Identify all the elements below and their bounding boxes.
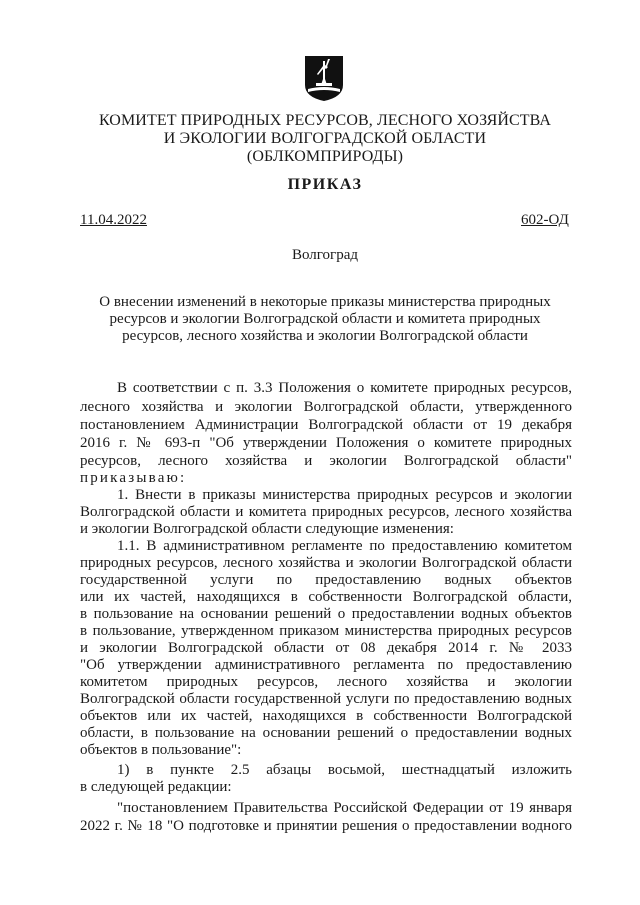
body-line: в следующей редакции: [80,779,232,795]
body-line: 2016 г. № 693-п "Об утверждении Положения о комитете природных [80,435,572,451]
body-line: объектов или их частей, находящихся в собственности Волгоградской [80,708,572,724]
order-city: Волгоград [291,247,358,263]
organization-name-line: И ЭКОЛОГИИ ВОЛГОГРАДСКОЙ ОБЛАСТИ [163,130,487,147]
order-date: 11.04.2022 [80,212,147,228]
body-line: В соответствии с п. 3.3 Положения о комитете природных ресурсов, [117,380,572,396]
coat-of-arms-icon [304,55,344,102]
subject-line: О внесении изменений в некоторые приказы министерства природных [99,294,551,310]
body-line: и экологии Волгоградской области от 08 декабря 2014 г. № 2033 [80,640,572,656]
body-line: ресурсов, лесного хозяйства и экологии Волгоградской области" [80,453,572,469]
body-line: "Об утверждении административного регламента по предоставлению [80,657,572,673]
order-number: 602-ОД [521,212,569,228]
body-line: или их частей, находящихся в собственности Волгоградской области, [80,589,572,605]
body-line: лесного хозяйства и экологии Волгоградской области, утвержденного [80,399,572,415]
body-line: комитетом природных ресурсов, лесного хозяйства и экологии [80,674,572,690]
body-line: "постановлением Правительства Российской Федерации от 19 января [117,800,572,816]
body-line: государственной услуги по предоставлению водных объектов [80,572,572,588]
body-line: в пользование, утвержденном приказом министерства природных ресурсов [80,623,572,639]
body-line: 1. Внести в приказы министерства природных ресурсов и экологии [117,487,572,503]
body-line: постановлением Администрации Волгоградской области от 19 декабря [80,417,572,433]
document-title: ПРИКАЗ [287,176,363,193]
body-line: области, в пользование на основании решений о предоставлении водных [80,725,572,741]
body-line: 1.1. В административном регламенте по предоставлению комитетом [117,538,572,554]
body-line: Волгоградской области государственной услуги по предоставлению водных [80,691,572,707]
body-line: и экологии Волгоградской области следующие изменения: [80,521,454,537]
subject-line: ресурсов, лесного хозяйства и экологии Волгоградской области [122,328,528,344]
body-line: в пользование на основании решений о предоставлении водных объектов [80,606,572,622]
body-line: 1) в пункте 2.5 абзацы восьмой, шестнадцатый изложить [117,762,572,778]
body-line: объектов в пользование": [80,742,242,758]
body-line: природных ресурсов, лесного хозяйства и экологии Волгоградской области [80,555,572,571]
organization-name-line: КОМИТЕТ ПРИРОДНЫХ РЕСУРСОВ, ЛЕСНОГО ХОЗЯЙСТВА [98,112,552,129]
organization-short-name: (ОБЛКОМПРИРОДЫ) [246,148,404,165]
body-line: 2022 г. № 18 "О подготовке и принятии решения о предоставлении водного [80,818,572,834]
subject-line: ресурсов и экологии Волгоградской области и комитета природных [109,311,541,327]
body-line: Волгоградской области и комитета природных ресурсов, лесного хозяйства [80,504,572,520]
body-line: приказываю: [80,470,187,486]
